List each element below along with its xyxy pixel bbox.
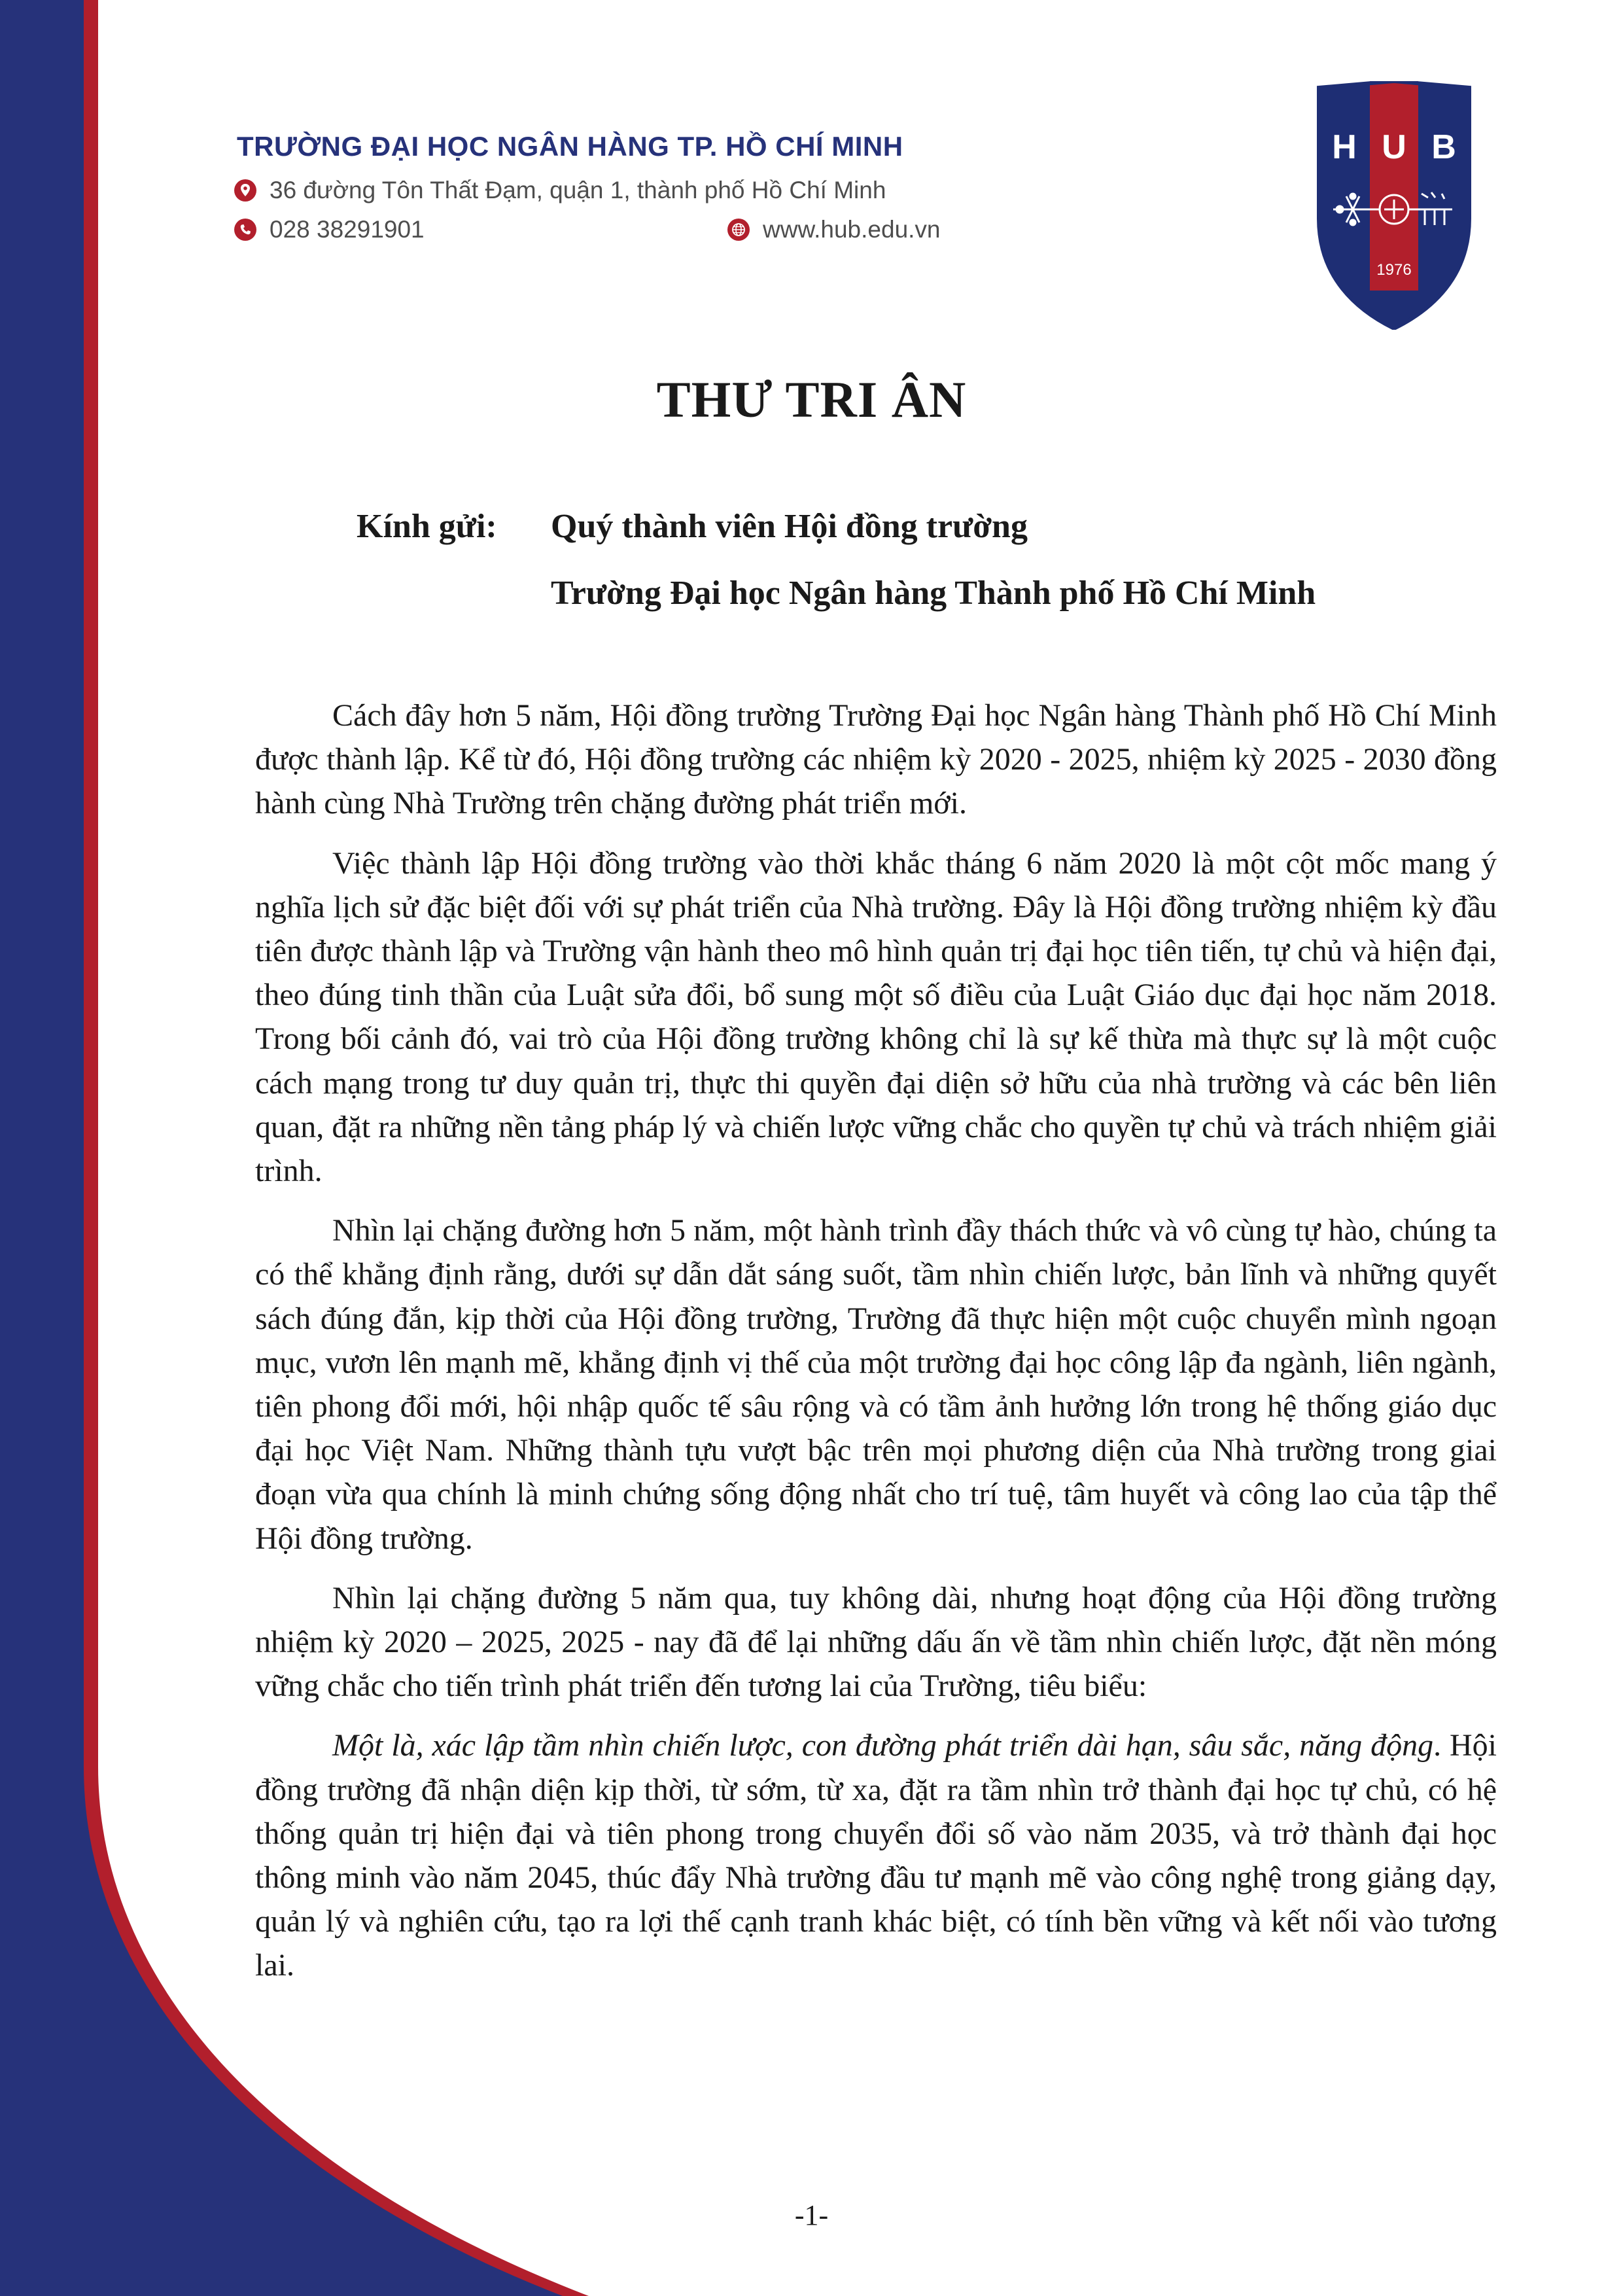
university-logo — [1314, 81, 1475, 330]
paragraph-1: Cách đây hơn 5 năm, Hội đồng trường Trường Đại học Ngân hàng Thành phố Hồ Chí Minh được thành lập. Kể từ đó, Hội đồng trường các nhiệm kỳ 2020 - 2025, nhiệm kỳ 2025 - 2030 đồng hành cùng Nhà Trường trên chặng đường phát triển mới. — [255, 698, 1497, 821]
paragraph-3: Nhìn lại chặng đường hơn 5 năm, một hành trình đầy thách thức và vô cùng tự hào, chúng ta có thể khẳng định rằng, dưới sự dẫn dắt sáng suốt, tầm nhìn chiến lược, bản lĩnh và những quyết sách đúng đắn, kịp thời của Hội đồng trường, Trường đã thực hiện một cuộc chuyển mình ngoạn mục, vươn lên mạnh mẽ, khẳng định vị thế của một trường đại học công lập đa ngành, liên ngành, tiên phong đổi mới, hội nhập quốc tế sâu rộng và có tầm ảnh hưởng lớn trong hệ thống giáo dục đại học Việt Nam. Những thành tựu vượt bậc trên mọi phương diện của Nhà trường trong giai đoạn vừa qua chính là minh chứng sống động nhất cho trí tuệ, tâm huyết và công lao của tập thể Hội đồng trường. — [255, 1213, 1497, 1556]
paragraph-2: Việc thành lập Hội đồng trường vào thời khắc tháng 6 năm 2020 là một cột mốc mang ý nghĩa lịch sử đặc biệt đối với sự phát triển của Nhà trường. Đây là Hội đồng trường nhiệm kỳ đầu tiên được thành lập và Trường vận hành theo mô hình quản trị đại học tiên tiến, tự chủ và hiện đại, theo đúng tinh thần của Luật sửa đổi, bổ sung một số điều của Luật Giáo dục đại học năm 2018. Trong bối cảnh đó, vai trò của Hội đồng trường không chỉ là sự kế thừa mà thực sự là một cuộc cách mạng trong tư duy quản trị, thực thi quyền đại diện sở hữu của nhà trường và các bên liên quan, đặt ra những nền tảng pháp lý và chiến lược vững chắc cho quyền tự chủ và trách nhiệm giải trình. — [255, 845, 1497, 1189]
phone-line — [234, 216, 425, 243]
logo-letter-u: U — [1382, 128, 1406, 166]
globe-icon — [727, 219, 750, 241]
logo-year: 1976 — [1376, 261, 1412, 279]
paragraph-5 — [255, 1723, 1497, 1987]
paragraph-4: Nhìn lại chặng đường 5 năm qua, tuy không dài, nhưng hoạt động của Hội đồng trường nhiệm kỳ 2020 – 2025, 2025 - nay đã để lại những dấu ấn về tầm nhìn chiến lược, đặt nền móng vững chắc cho tiến trình phát triển đến tương lai của Trường, tiêu biểu: — [255, 1580, 1497, 1704]
logo-letter-b: B — [1431, 128, 1456, 166]
phone-icon — [234, 219, 256, 241]
address-line — [234, 177, 886, 204]
letter-body — [255, 694, 1497, 2004]
university-name: TRƯỜNG ĐẠI HỌC NGÂN HÀNG TP. HỒ CHÍ MINH — [237, 131, 903, 162]
recipient-line-2: Trường Đại học Ngân hàng Thành phố Hồ Chí Minh — [551, 574, 1316, 612]
recipient-line-1: Quý thành viên Hội đồng trường — [551, 508, 1028, 545]
location-pin-icon — [234, 179, 256, 202]
salutation-label: Kính gửi: — [357, 508, 497, 545]
letter-title: THƯ TRI ÂN — [656, 371, 967, 428]
paragraph-5-text: . Hội đồng trường đã nhận diện kịp thời, từ sớm, từ xa, đặt ra tầm nhìn trở thành đại học tự chủ, có hệ thống quản trị hiện đại và tiên phong trong chuyển đổi số vào năm 2035, và trở thành đại học thông minh vào năm 2045, thúc đẩy Nhà trường đầu tư mạnh mẽ vào công nghệ trong giảng dạy, quản lý và nghiên cứu, tạo ra lợi thế cạnh tranh khác biệt, có tính bền vững và kết nối vào tương lai. — [255, 1728, 1497, 1983]
paragraph-5-italic-lead: Một là, xác lập tầm nhìn chiến lược, con đường phát triển dài hạn, sâu sắc, năng động — [332, 1728, 1434, 1763]
address-text: 36 đường Tôn Thất Đạm, quận 1, thành phố Hồ Chí Minh — [270, 177, 886, 203]
logo-letter-h: H — [1332, 128, 1357, 166]
website-text: www.hub.edu.vn — [763, 216, 941, 243]
website-line — [727, 216, 941, 243]
page-number: -1- — [794, 2199, 829, 2231]
phone-text: 028 38291901 — [270, 216, 425, 243]
